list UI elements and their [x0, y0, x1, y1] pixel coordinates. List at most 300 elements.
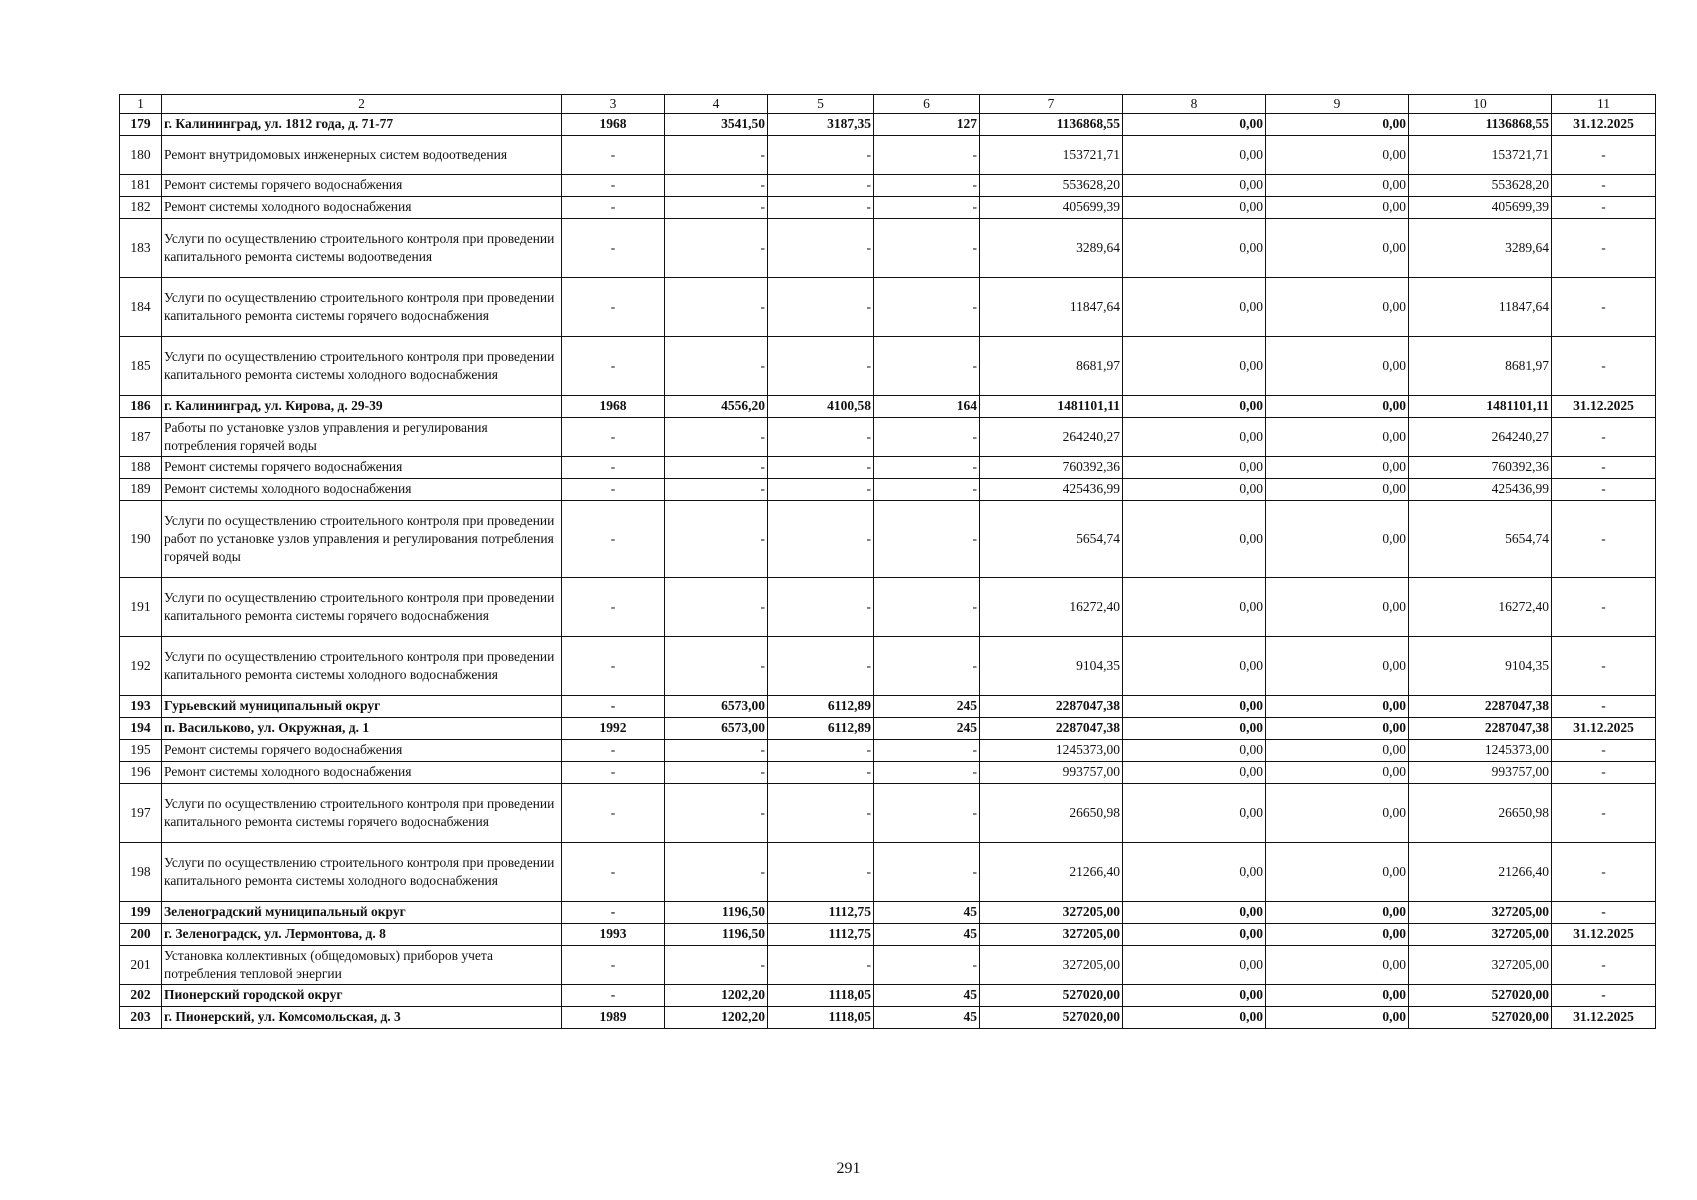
cost-other: 0,00 — [1266, 218, 1409, 277]
completion-date: - — [1552, 761, 1656, 783]
cost-fund: 0,00 — [1123, 1006, 1266, 1028]
cost-total: 3289,64 — [980, 218, 1123, 277]
table-row — [120, 636, 1656, 695]
total-area: - — [665, 761, 768, 783]
cost-fund: 0,00 — [1123, 336, 1266, 395]
residents-count: - — [874, 135, 980, 174]
cost-fund: 0,00 — [1123, 395, 1266, 417]
year-built: - — [562, 218, 665, 277]
total-area: - — [665, 739, 768, 761]
completion-date: 31.12.2025 — [1552, 395, 1656, 417]
residents-count: - — [874, 739, 980, 761]
row-number: 202 — [120, 984, 162, 1006]
living-area: 6112,89 — [768, 717, 874, 739]
row-number: 187 — [120, 417, 162, 456]
completion-date: - — [1552, 945, 1656, 984]
year-built: - — [562, 945, 665, 984]
total-area: - — [665, 478, 768, 500]
cost-sum: 1245373,00 — [1409, 739, 1552, 761]
work-description: Услуги по осуществлению строительного контроля при проведении капитального ремонта системы холодного водоснабжения — [162, 842, 562, 901]
year-built: 1968 — [562, 395, 665, 417]
year-built: - — [562, 196, 665, 218]
total-area: 3541,50 — [665, 113, 768, 135]
row-number: 179 — [120, 113, 162, 135]
year-built: - — [562, 739, 665, 761]
table-row — [120, 500, 1656, 577]
year-built: - — [562, 577, 665, 636]
cost-sum: 264240,27 — [1409, 417, 1552, 456]
work-description: Ремонт системы холодного водоснабжения — [162, 478, 562, 500]
residents-count: - — [874, 783, 980, 842]
total-area: - — [665, 218, 768, 277]
total-area: 1202,20 — [665, 984, 768, 1006]
cost-total: 9104,35 — [980, 636, 1123, 695]
completion-date: - — [1552, 456, 1656, 478]
table-row — [120, 135, 1656, 174]
cost-other: 0,00 — [1266, 783, 1409, 842]
residents-count: - — [874, 218, 980, 277]
residents-count: - — [874, 761, 980, 783]
completion-date: - — [1552, 218, 1656, 277]
residents-count: - — [874, 842, 980, 901]
cost-fund: 0,00 — [1123, 783, 1266, 842]
work-description: Зеленоградский муниципальный округ — [162, 901, 562, 923]
total-area: - — [665, 336, 768, 395]
cost-sum: 405699,39 — [1409, 196, 1552, 218]
living-area: - — [768, 577, 874, 636]
cost-other: 0,00 — [1266, 277, 1409, 336]
residents-count: - — [874, 174, 980, 196]
column-header: 3 — [562, 95, 665, 114]
residents-count: 45 — [874, 923, 980, 945]
table-row — [120, 395, 1656, 417]
year-built: - — [562, 761, 665, 783]
cost-fund: 0,00 — [1123, 417, 1266, 456]
completion-date: - — [1552, 135, 1656, 174]
column-header: 8 — [1123, 95, 1266, 114]
cost-total: 1136868,55 — [980, 113, 1123, 135]
residents-count: - — [874, 478, 980, 500]
cost-total: 26650,98 — [980, 783, 1123, 842]
living-area: - — [768, 478, 874, 500]
cost-other: 0,00 — [1266, 695, 1409, 717]
cost-sum: 16272,40 — [1409, 577, 1552, 636]
cost-total: 2287047,38 — [980, 695, 1123, 717]
cost-fund: 0,00 — [1123, 695, 1266, 717]
table-row — [120, 336, 1656, 395]
table-row — [120, 901, 1656, 923]
work-description: Услуги по осуществлению строительного контроля при проведении работ по установке узлов управления и регулирования потребления горячей воды — [162, 500, 562, 577]
work-description: г. Зеленоградск, ул. Лермонтова, д. 8 — [162, 923, 562, 945]
cost-total: 327205,00 — [980, 945, 1123, 984]
cost-total: 1245373,00 — [980, 739, 1123, 761]
residents-count: 245 — [874, 695, 980, 717]
row-number: 184 — [120, 277, 162, 336]
total-area: 1202,20 — [665, 1006, 768, 1028]
completion-date: - — [1552, 417, 1656, 456]
cost-total: 760392,36 — [980, 456, 1123, 478]
cost-sum: 1136868,55 — [1409, 113, 1552, 135]
living-area: 1112,75 — [768, 901, 874, 923]
table-row — [120, 113, 1656, 135]
table-row — [120, 761, 1656, 783]
total-area: - — [665, 196, 768, 218]
row-number: 199 — [120, 901, 162, 923]
work-description: Услуги по осуществлению строительного контроля при проведении капитального ремонта системы горячего водоснабжения — [162, 277, 562, 336]
work-description: г. Пионерский, ул. Комсомольская, д. 3 — [162, 1006, 562, 1028]
cost-total: 527020,00 — [980, 1006, 1123, 1028]
living-area: 6112,89 — [768, 695, 874, 717]
table-row — [120, 695, 1656, 717]
residents-count: 127 — [874, 113, 980, 135]
cost-fund: 0,00 — [1123, 577, 1266, 636]
work-description: Услуги по осуществлению строительного контроля при проведении капитального ремонта системы холодного водоснабжения — [162, 336, 562, 395]
year-built: - — [562, 456, 665, 478]
cost-total: 2287047,38 — [980, 717, 1123, 739]
cost-total: 153721,71 — [980, 135, 1123, 174]
cost-fund: 0,00 — [1123, 984, 1266, 1006]
row-number: 180 — [120, 135, 162, 174]
completion-date: 31.12.2025 — [1552, 923, 1656, 945]
year-built: - — [562, 695, 665, 717]
living-area: - — [768, 417, 874, 456]
living-area: - — [768, 739, 874, 761]
completion-date: - — [1552, 478, 1656, 500]
completion-date: - — [1552, 901, 1656, 923]
cost-fund: 0,00 — [1123, 113, 1266, 135]
column-header: 2 — [162, 95, 562, 114]
residents-count: - — [874, 577, 980, 636]
cost-total: 264240,27 — [980, 417, 1123, 456]
living-area: - — [768, 456, 874, 478]
cost-fund: 0,00 — [1123, 500, 1266, 577]
cost-other: 0,00 — [1266, 174, 1409, 196]
year-built: - — [562, 135, 665, 174]
cost-fund: 0,00 — [1123, 739, 1266, 761]
completion-date: - — [1552, 636, 1656, 695]
capital-repair-table — [119, 94, 1656, 1029]
living-area: 1118,05 — [768, 1006, 874, 1028]
row-number: 201 — [120, 945, 162, 984]
living-area: - — [768, 218, 874, 277]
total-area: 4556,20 — [665, 395, 768, 417]
residents-count: 164 — [874, 395, 980, 417]
header-row — [120, 95, 1656, 114]
living-area: - — [768, 783, 874, 842]
year-built: - — [562, 478, 665, 500]
year-built: - — [562, 636, 665, 695]
completion-date: - — [1552, 984, 1656, 1006]
cost-other: 0,00 — [1266, 739, 1409, 761]
table-row — [120, 945, 1656, 984]
total-area: 6573,00 — [665, 695, 768, 717]
total-area: - — [665, 277, 768, 336]
cost-fund: 0,00 — [1123, 135, 1266, 174]
work-description: п. Васильково, ул. Окружная, д. 1 — [162, 717, 562, 739]
cost-sum: 425436,99 — [1409, 478, 1552, 500]
row-number: 200 — [120, 923, 162, 945]
living-area: - — [768, 761, 874, 783]
living-area: - — [768, 500, 874, 577]
row-number: 181 — [120, 174, 162, 196]
total-area: - — [665, 174, 768, 196]
residents-count: 245 — [874, 717, 980, 739]
cost-sum: 327205,00 — [1409, 945, 1552, 984]
completion-date: - — [1552, 577, 1656, 636]
row-number: 185 — [120, 336, 162, 395]
cost-total: 11847,64 — [980, 277, 1123, 336]
cost-fund: 0,00 — [1123, 174, 1266, 196]
cost-total: 405699,39 — [980, 196, 1123, 218]
cost-sum: 993757,00 — [1409, 761, 1552, 783]
year-built: - — [562, 336, 665, 395]
cost-total: 327205,00 — [980, 901, 1123, 923]
row-number: 197 — [120, 783, 162, 842]
completion-date: - — [1552, 842, 1656, 901]
total-area: 1196,50 — [665, 923, 768, 945]
cost-total: 21266,40 — [980, 842, 1123, 901]
living-area: - — [768, 174, 874, 196]
residents-count: - — [874, 500, 980, 577]
column-header: 11 — [1552, 95, 1656, 114]
page-number: 291 — [836, 1160, 861, 1177]
cost-other: 0,00 — [1266, 984, 1409, 1006]
cost-total: 16272,40 — [980, 577, 1123, 636]
column-header: 9 — [1266, 95, 1409, 114]
total-area: - — [665, 417, 768, 456]
year-built: 1992 — [562, 717, 665, 739]
total-area: - — [665, 500, 768, 577]
cost-total: 327205,00 — [980, 923, 1123, 945]
column-number-header — [120, 95, 1656, 114]
cost-sum: 26650,98 — [1409, 783, 1552, 842]
column-header: 10 — [1409, 95, 1552, 114]
cost-total: 527020,00 — [980, 984, 1123, 1006]
year-built: - — [562, 842, 665, 901]
row-number: 182 — [120, 196, 162, 218]
completion-date: - — [1552, 336, 1656, 395]
column-header: 1 — [120, 95, 162, 114]
year-built: - — [562, 174, 665, 196]
row-number: 196 — [120, 761, 162, 783]
work-description: Услуги по осуществлению строительного контроля при проведении капитального ремонта системы горячего водоснабжения — [162, 783, 562, 842]
total-area: 1196,50 — [665, 901, 768, 923]
work-description: Ремонт системы горячего водоснабжения — [162, 456, 562, 478]
work-description: Ремонт системы горячего водоснабжения — [162, 174, 562, 196]
table-row — [120, 739, 1656, 761]
cost-sum: 760392,36 — [1409, 456, 1552, 478]
total-area: - — [665, 945, 768, 984]
table-row — [120, 923, 1656, 945]
work-description: г. Калининград, ул. Кирова, д. 29-39 — [162, 395, 562, 417]
year-built: - — [562, 901, 665, 923]
cost-sum: 9104,35 — [1409, 636, 1552, 695]
cost-other: 0,00 — [1266, 456, 1409, 478]
table-row — [120, 218, 1656, 277]
cost-fund: 0,00 — [1123, 218, 1266, 277]
completion-date: 31.12.2025 — [1552, 717, 1656, 739]
cost-sum: 327205,00 — [1409, 901, 1552, 923]
living-area: 1118,05 — [768, 984, 874, 1006]
completion-date: - — [1552, 783, 1656, 842]
residents-count: - — [874, 277, 980, 336]
work-description: Ремонт системы горячего водоснабжения — [162, 739, 562, 761]
total-area: - — [665, 636, 768, 695]
column-header: 4 — [665, 95, 768, 114]
total-area: - — [665, 842, 768, 901]
work-description: Ремонт внутридомовых инженерных систем водоотведения — [162, 135, 562, 174]
cost-other: 0,00 — [1266, 717, 1409, 739]
work-description: Работы по установке узлов управления и регулирования потребления горячей воды — [162, 417, 562, 456]
residents-count: - — [874, 636, 980, 695]
total-area: - — [665, 135, 768, 174]
cost-other: 0,00 — [1266, 135, 1409, 174]
table-row — [120, 174, 1656, 196]
living-area: - — [768, 135, 874, 174]
column-header: 6 — [874, 95, 980, 114]
living-area: - — [768, 636, 874, 695]
cost-fund: 0,00 — [1123, 901, 1266, 923]
work-description: г. Калининград, ул. 1812 года, д. 71-77 — [162, 113, 562, 135]
table-row — [120, 842, 1656, 901]
total-area: - — [665, 456, 768, 478]
table-row — [120, 783, 1656, 842]
residents-count: - — [874, 945, 980, 984]
completion-date: - — [1552, 500, 1656, 577]
living-area: - — [768, 336, 874, 395]
row-number: 192 — [120, 636, 162, 695]
work-description: Пионерский городской округ — [162, 984, 562, 1006]
residents-count: 45 — [874, 984, 980, 1006]
living-area: - — [768, 277, 874, 336]
cost-fund: 0,00 — [1123, 456, 1266, 478]
residents-count: - — [874, 196, 980, 218]
cost-total: 5654,74 — [980, 500, 1123, 577]
work-description: Услуги по осуществлению строительного контроля при проведении капитального ремонта системы водоотведения — [162, 218, 562, 277]
cost-other: 0,00 — [1266, 945, 1409, 984]
cost-sum: 153721,71 — [1409, 135, 1552, 174]
cost-sum: 527020,00 — [1409, 1006, 1552, 1028]
table-row — [120, 417, 1656, 456]
cost-fund: 0,00 — [1123, 717, 1266, 739]
completion-date: 31.12.2025 — [1552, 113, 1656, 135]
cost-fund: 0,00 — [1123, 478, 1266, 500]
total-area: - — [665, 577, 768, 636]
cost-other: 0,00 — [1266, 336, 1409, 395]
table-row — [120, 984, 1656, 1006]
row-number: 190 — [120, 500, 162, 577]
row-number: 203 — [120, 1006, 162, 1028]
living-area: - — [768, 196, 874, 218]
work-description: Ремонт системы холодного водоснабжения — [162, 761, 562, 783]
cost-sum: 2287047,38 — [1409, 695, 1552, 717]
cost-fund: 0,00 — [1123, 636, 1266, 695]
cost-other: 0,00 — [1266, 113, 1409, 135]
cost-sum: 3289,64 — [1409, 218, 1552, 277]
cost-fund: 0,00 — [1123, 842, 1266, 901]
cost-fund: 0,00 — [1123, 196, 1266, 218]
living-area: 4100,58 — [768, 395, 874, 417]
table-row — [120, 277, 1656, 336]
row-number: 186 — [120, 395, 162, 417]
cost-sum: 527020,00 — [1409, 984, 1552, 1006]
cost-fund: 0,00 — [1123, 761, 1266, 783]
cost-total: 1481101,11 — [980, 395, 1123, 417]
table-row — [120, 456, 1656, 478]
year-built: - — [562, 984, 665, 1006]
cost-fund: 0,00 — [1123, 923, 1266, 945]
work-description: Установка коллективных (общедомовых) приборов учета потребления тепловой энергии — [162, 945, 562, 984]
cost-other: 0,00 — [1266, 842, 1409, 901]
cost-other: 0,00 — [1266, 395, 1409, 417]
cost-sum: 1481101,11 — [1409, 395, 1552, 417]
year-built: 1968 — [562, 113, 665, 135]
residents-count: - — [874, 456, 980, 478]
row-number: 193 — [120, 695, 162, 717]
work-description: Ремонт системы холодного водоснабжения — [162, 196, 562, 218]
cost-other: 0,00 — [1266, 577, 1409, 636]
completion-date: - — [1552, 739, 1656, 761]
residents-count: - — [874, 336, 980, 395]
living-area: - — [768, 945, 874, 984]
row-number: 194 — [120, 717, 162, 739]
cost-other: 0,00 — [1266, 417, 1409, 456]
residents-count: 45 — [874, 901, 980, 923]
table-row — [120, 577, 1656, 636]
work-description: Услуги по осуществлению строительного контроля при проведении капитального ремонта системы холодного водоснабжения — [162, 636, 562, 695]
cost-total: 8681,97 — [980, 336, 1123, 395]
year-built: - — [562, 277, 665, 336]
row-number: 195 — [120, 739, 162, 761]
cost-other: 0,00 — [1266, 196, 1409, 218]
table-row — [120, 717, 1656, 739]
cost-sum: 8681,97 — [1409, 336, 1552, 395]
cost-other: 0,00 — [1266, 500, 1409, 577]
cost-other: 0,00 — [1266, 1006, 1409, 1028]
cost-sum: 553628,20 — [1409, 174, 1552, 196]
completion-date: - — [1552, 277, 1656, 336]
year-built: 1993 — [562, 923, 665, 945]
row-number: 189 — [120, 478, 162, 500]
cost-fund: 0,00 — [1123, 277, 1266, 336]
completion-date: - — [1552, 196, 1656, 218]
column-header: 5 — [768, 95, 874, 114]
cost-sum: 2287047,38 — [1409, 717, 1552, 739]
cost-other: 0,00 — [1266, 478, 1409, 500]
residents-count: - — [874, 417, 980, 456]
living-area: 3187,35 — [768, 113, 874, 135]
table-row — [120, 478, 1656, 500]
total-area: - — [665, 783, 768, 842]
work-description: Услуги по осуществлению строительного контроля при проведении капитального ремонта системы горячего водоснабжения — [162, 577, 562, 636]
cost-sum: 5654,74 — [1409, 500, 1552, 577]
cost-fund: 0,00 — [1123, 945, 1266, 984]
table-body — [120, 113, 1656, 1028]
cost-sum: 327205,00 — [1409, 923, 1552, 945]
row-number: 198 — [120, 842, 162, 901]
cost-total: 425436,99 — [980, 478, 1123, 500]
work-description: Гурьевский муниципальный округ — [162, 695, 562, 717]
cost-total: 553628,20 — [980, 174, 1123, 196]
completion-date: - — [1552, 174, 1656, 196]
cost-other: 0,00 — [1266, 901, 1409, 923]
column-header: 7 — [980, 95, 1123, 114]
year-built: 1989 — [562, 1006, 665, 1028]
completion-date: - — [1552, 695, 1656, 717]
row-number: 191 — [120, 577, 162, 636]
cost-other: 0,00 — [1266, 761, 1409, 783]
cost-sum: 11847,64 — [1409, 277, 1552, 336]
